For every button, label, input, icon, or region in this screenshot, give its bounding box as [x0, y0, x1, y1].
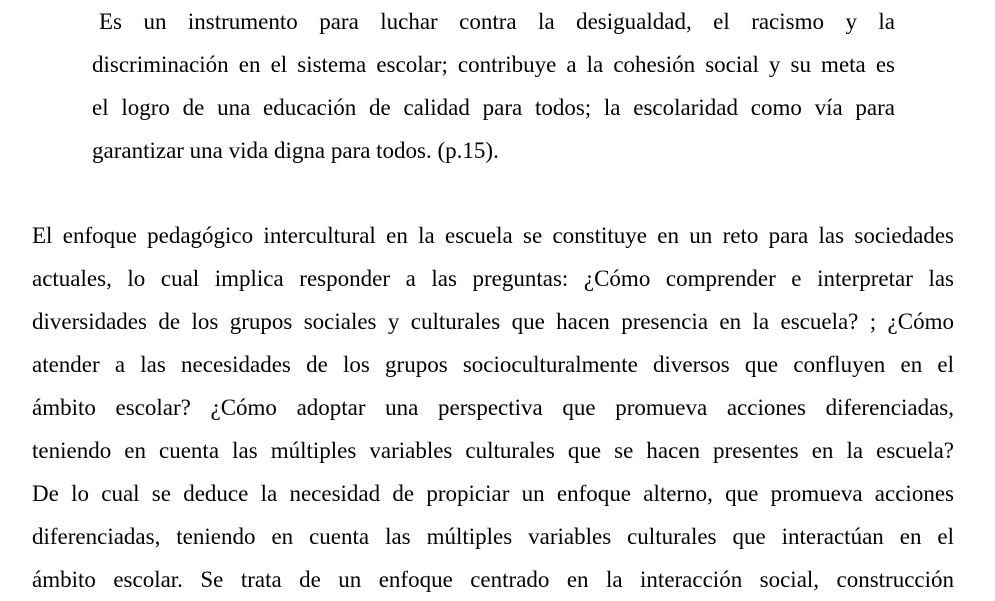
quote-line: el logro de una educación de calidad para todos; la escolaridad como vía para	[92, 95, 895, 120]
block-quote	[92, 0, 895, 172]
paragraph-line: atender a las necesidades de los grupos socioculturalmente diversos que confluyen en el	[32, 352, 954, 377]
paragraph-line: actuales, lo cual implica responder a las preguntas: ¿Cómo comprender e interpretar las	[32, 266, 954, 291]
quote-line: garantizar una vida digna para todos. (p.15).	[92, 138, 499, 163]
paragraph-line: diferenciadas, teniendo en cuenta las múltiples variables culturales que interactúan en el	[32, 524, 954, 549]
paragraph-line: El enfoque pedagógico intercultural en la escuela se constituye en un reto para las sociedades	[32, 223, 954, 248]
paragraph-line: ámbito escolar. Se trata de un enfoque centrado en la interacción social, construcción	[32, 567, 954, 592]
paragraph-line: ámbito escolar? ¿Cómo adoptar una perspectiva que promueva acciones diferenciadas,	[32, 395, 954, 420]
quote-line: discriminación en el sistema escolar; contribuye a la cohesión social y su meta es	[92, 52, 895, 77]
paragraph-line: teniendo en cuenta las múltiples variables culturales que se hacen presentes en la escuela?	[32, 438, 954, 463]
quote-line: Es un instrumento para luchar contra la desigualdad, el racismo y la	[99, 9, 895, 34]
paragraph-line: diversidades de los grupos sociales y culturales que hacen presencia en la escuela? ; ¿Cómo	[32, 309, 954, 334]
body-paragraph	[32, 214, 954, 601]
paragraph-line: De lo cual se deduce la necesidad de propiciar un enfoque alterno, que promueva acciones	[32, 481, 954, 506]
